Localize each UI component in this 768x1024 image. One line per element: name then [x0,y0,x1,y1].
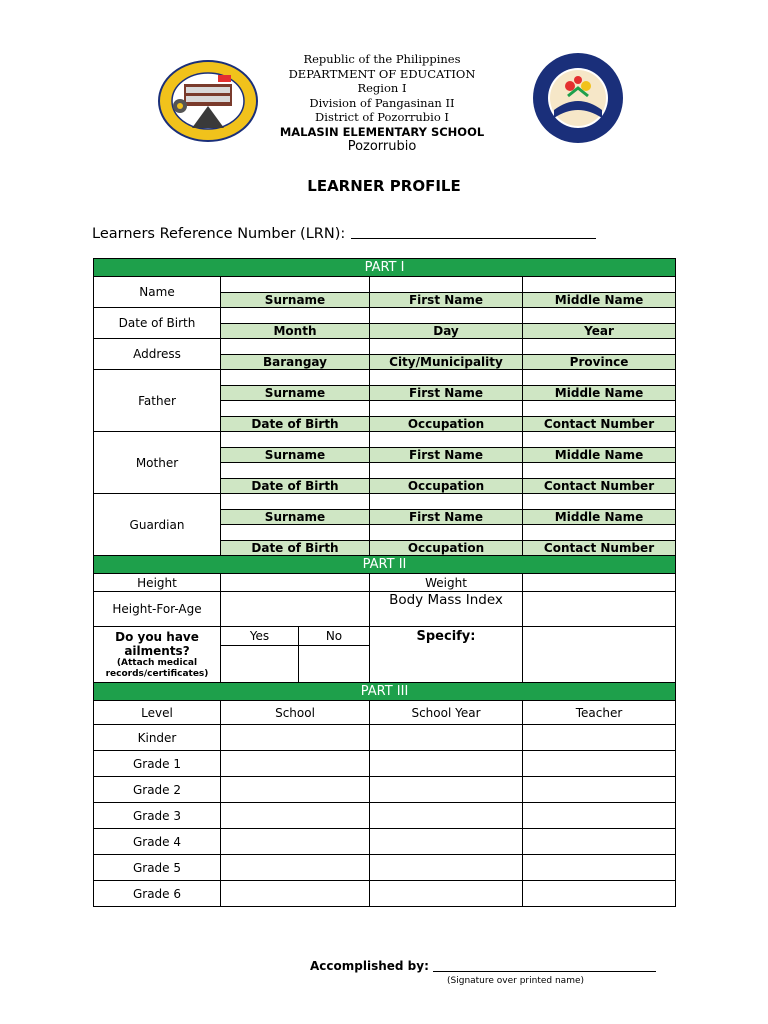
col-barangay: Barangay [221,355,370,370]
mother-middle-name-input[interactable] [523,432,676,448]
school-year-input[interactable] [370,777,523,803]
father-occupation-input[interactable] [370,401,523,417]
yes-label: Yes [221,627,299,646]
lrn-field [92,224,596,242]
school-input[interactable] [221,751,370,777]
father-middle-name-input[interactable] [523,370,676,386]
table-row [94,803,676,829]
father-col-dob: Date of Birth [221,417,370,432]
teacher-input[interactable] [523,803,676,829]
father-col-contact: Contact Number [523,417,676,432]
town-name: Pozorrubio [347,139,417,154]
signature-blank-line[interactable] [433,959,656,972]
teacher-input[interactable] [523,855,676,881]
province-input[interactable] [523,339,676,355]
ailments-label: Do you have ailments? [115,629,199,658]
mother-dob-input[interactable] [221,463,370,479]
mother-col-first-name: First Name [370,448,523,463]
guardian-col-surname: Surname [221,510,370,525]
page-title: LEARNER PROFILE [307,177,461,195]
mother-col-surname: Surname [221,448,370,463]
mother-col-occupation: Occupation [370,479,523,494]
specify-input[interactable] [523,627,676,683]
level-grade-4: Grade 4 [94,829,221,855]
ailments-question [94,627,221,683]
level-kinder: Kinder [94,725,221,751]
col-day: Day [370,324,523,339]
guardian-dob-input[interactable] [221,525,370,541]
school-year-input[interactable] [370,855,523,881]
level-grade-2: Grade 2 [94,777,221,803]
school-input[interactable] [221,829,370,855]
signature-caption: (Signature over printed name) [447,976,585,986]
father-surname-input[interactable] [221,370,370,386]
father-col-middle-name: Middle Name [523,386,676,401]
attach-note: (Attach medical records/certificates) [105,657,209,679]
middle-name-input[interactable] [523,277,676,293]
specify-label: Specify: [370,627,523,683]
guardian-col-middle-name: Middle Name [523,510,676,525]
district-line: District of Pozorrubio I [315,110,449,124]
guardian-surname-input[interactable] [221,494,370,510]
col-surname: Surname [221,293,370,308]
school-year-input[interactable] [370,803,523,829]
col-first-name: First Name [370,293,523,308]
school-input[interactable] [221,725,370,751]
department-line: DEPARTMENT OF EDUCATION [288,66,476,81]
mother-col-contact: Contact Number [523,479,676,494]
school-name: MALASIN ELEMENTARY SCHOOL [279,124,485,139]
first-name-input[interactable] [370,277,523,293]
col-school-year: School Year [370,701,523,725]
teacher-input[interactable] [523,725,676,751]
teacher-input[interactable] [523,777,676,803]
guardian-first-name-input[interactable] [370,494,523,510]
mother-col-middle-name: Middle Name [523,448,676,463]
col-level: Level [94,701,221,725]
col-year: Year [523,324,676,339]
weight-input[interactable] [523,574,676,592]
surname-input[interactable] [221,277,370,293]
mother-col-dob: Date of Birth [221,479,370,494]
table-row [94,829,676,855]
table-row [94,725,676,751]
part2-heading: PART II [94,556,676,574]
school-year-input[interactable] [370,881,523,907]
guardian-occupation-input[interactable] [370,525,523,541]
mother-first-name-input[interactable] [370,432,523,448]
father-label: Father [94,370,221,432]
table-row [94,751,676,777]
learner-profile-table [93,258,676,907]
school-input[interactable] [221,777,370,803]
guardian-contact-input[interactable] [523,525,676,541]
col-province: Province [523,355,676,370]
address-label: Address [94,339,221,370]
father-contact-input[interactable] [523,401,676,417]
level-grade-1: Grade 1 [94,751,221,777]
school-year-input[interactable] [370,829,523,855]
height-input[interactable] [221,574,370,592]
height-for-age-label: Height-For-Age [94,592,221,627]
level-grade-3: Grade 3 [94,803,221,829]
guardian-col-dob: Date of Birth [221,541,370,556]
republic-line: Republic of the Philippines [303,52,461,66]
teacher-input[interactable] [523,829,676,855]
guardian-col-contact: Contact Number [523,541,676,556]
school-input[interactable] [221,855,370,881]
weight-label: Weight [370,574,523,592]
height-for-age-input[interactable] [221,592,370,627]
month-input[interactable] [221,308,370,324]
division-seal-logo [532,52,624,144]
no-label: No [299,627,370,646]
father-dob-input[interactable] [221,401,370,417]
school-input[interactable] [221,803,370,829]
level-grade-5: Grade 5 [94,855,221,881]
division-line: Division of Pangasinan II [309,95,455,110]
yes-checkbox[interactable] [221,646,299,683]
lrn-label: Learners Reference Number (LRN): [92,226,346,242]
father-col-first-name: First Name [370,386,523,401]
accomplished-by-label: Accomplished by: [310,959,429,973]
school-input[interactable] [221,881,370,907]
part3-heading: PART III [94,683,676,701]
teacher-input[interactable] [523,751,676,777]
letterhead [0,52,768,162]
school-year-input[interactable] [370,751,523,777]
col-month: Month [221,324,370,339]
bmi-label: Body Mass Index [370,592,523,627]
table-row [94,855,676,881]
no-checkbox[interactable] [299,646,370,683]
height-label: Height [94,574,221,592]
region-line: Region I [357,81,407,95]
col-middle-name: Middle Name [523,293,676,308]
bmi-input[interactable] [523,592,676,627]
col-teacher: Teacher [523,701,676,725]
day-input[interactable] [370,308,523,324]
name-label: Name [94,277,221,308]
guardian-col-occupation: Occupation [370,541,523,556]
table-row [94,777,676,803]
school-year-input[interactable] [370,725,523,751]
guardian-col-first-name: First Name [370,510,523,525]
lrn-blank-line[interactable] [351,224,596,239]
guardian-label: Guardian [94,494,221,556]
city-input[interactable] [370,339,523,355]
barangay-input[interactable] [221,339,370,355]
father-col-surname: Surname [221,386,370,401]
teacher-input[interactable] [523,881,676,907]
letterhead-text [262,52,502,155]
level-grade-6: Grade 6 [94,881,221,907]
year-input[interactable] [523,308,676,324]
part1-heading: PART I [94,259,676,277]
table-row [94,881,676,907]
school-seal-logo [158,60,258,142]
dob-label: Date of Birth [94,308,221,339]
guardian-middle-name-input[interactable] [523,494,676,510]
col-city: City/Municipality [370,355,523,370]
accomplished-by-field [310,959,656,973]
mother-label: Mother [94,432,221,494]
mother-surname-input[interactable] [221,432,370,448]
mother-occupation-input[interactable] [370,463,523,479]
father-col-occupation: Occupation [370,417,523,432]
col-school: School [221,701,370,725]
mother-contact-input[interactable] [523,463,676,479]
father-first-name-input[interactable] [370,370,523,386]
